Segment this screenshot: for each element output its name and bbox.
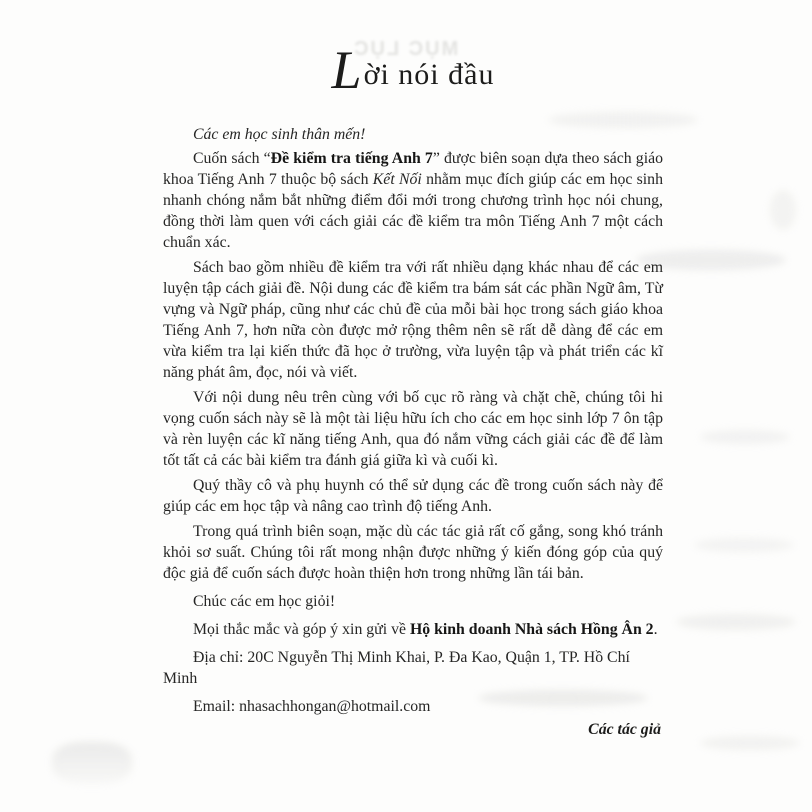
paragraph — [163, 696, 663, 717]
text-run: Hộ kinh doanh Nhà sách Hồng Ân 2 — [409, 621, 654, 638]
text-run: nhằm mục đích giúp các em học sinh nhanh chóng nắm bắt những điểm đổi mới trong chương trình học nói chung, đồng thời làm quen với cách giải các đề kiểm tra môn Tiếng Anh 7 một cách chuẩn xác. — [163, 171, 663, 251]
title-text: ời nói đầu — [363, 58, 495, 91]
paragraph — [163, 647, 663, 689]
paragraph — [163, 387, 663, 471]
text-run: Chúc các em học giỏi! — [193, 593, 336, 610]
author-signature: Các tác giả — [588, 721, 661, 738]
scan-smudge — [676, 614, 796, 630]
text-run: Email: nhasachhongan@hotmail.com — [193, 698, 431, 715]
text-run: Cuốn sách “ — [193, 150, 271, 167]
text-run: Mọi thắc mắc và góp ý xin gửi về — [193, 621, 410, 638]
scan-smudge — [700, 430, 790, 444]
greeting-line: Các em học sinh thân mến! — [193, 126, 366, 143]
paragraph — [163, 475, 663, 517]
text-run: . — [653, 621, 658, 638]
title-drop-cap: L — [331, 40, 363, 100]
scan-smudge — [52, 742, 132, 784]
scan-smudge — [694, 538, 794, 552]
text-run: Đề kiểm tra tiếng Anh 7 — [270, 150, 433, 167]
text-run: ” được biên soạn dựa theo sách giáo khoa Tiếng Anh 7 thuộc bộ sách — [163, 150, 663, 188]
scan-smudge — [770, 190, 796, 230]
page-title — [163, 40, 663, 106]
text-run: Sách bao gồm nhiều đề kiểm tra với rất nhiều dạng khác nhau để các em luyện tập cách giải đề. Nội dung các đề kiểm tra bám sát các phần Ngữ âm, Từ vựng và Ngữ pháp, cũng như các chủ đề của mỗi bài học trong sách giáo khoa Tiếng Anh 7, hơn nữa còn được mở rộng thêm nên sẽ rất dễ dàng để các em vừa kiểm tra lại kiến thức đã học ở trường, vừa luyện tập và phát triển các kĩ năng phát âm, đọc, nói và viết. — [163, 259, 663, 381]
scan-smudge — [700, 736, 800, 750]
page-content — [163, 40, 663, 740]
text-run: Quý thầy cô và phụ huynh có thể sử dụng các đề trong cuốn sách này để giúp các em học tập và nâng cao trình độ tiếng Anh. — [163, 477, 663, 515]
paragraph-list — [163, 148, 663, 717]
text-run: Kết Nối — [372, 171, 422, 188]
text-run: Trong quá trình biên soạn, mặc dù các tác giả rất cố gắng, song khó tránh khỏi sơ suất. Chúng tôi rất mong nhận được những ý kiến đóng góp của quý độc giả để cuốn sách được hoàn thiện hơn trong những lần tái bản. — [163, 523, 663, 582]
bleed-through-text: MỤC LỤC — [352, 38, 459, 60]
paragraph — [163, 591, 663, 612]
paragraph — [163, 257, 663, 383]
text-run: Địa chỉ: 20C Nguyễn Thị Minh Khai, P. Đa Kao, Quận 1, TP. Hồ Chí Minh — [163, 649, 630, 687]
paragraph — [163, 521, 663, 584]
paragraph — [163, 148, 663, 253]
paragraph — [163, 619, 663, 640]
text-run: Với nội dung nêu trên cùng với bố cục rõ ràng và chặt chẽ, chúng tôi hi vọng cuốn sách này sẽ là một tài liệu hữu ích cho các em học sinh lớp 7 ôn tập và rèn luyện các kĩ năng tiếng Anh, qua đó nắm vững cách giải các đề để làm tốt tất cả các bài kiểm tra đánh giá giữa kì và cuối kì. — [163, 389, 663, 469]
